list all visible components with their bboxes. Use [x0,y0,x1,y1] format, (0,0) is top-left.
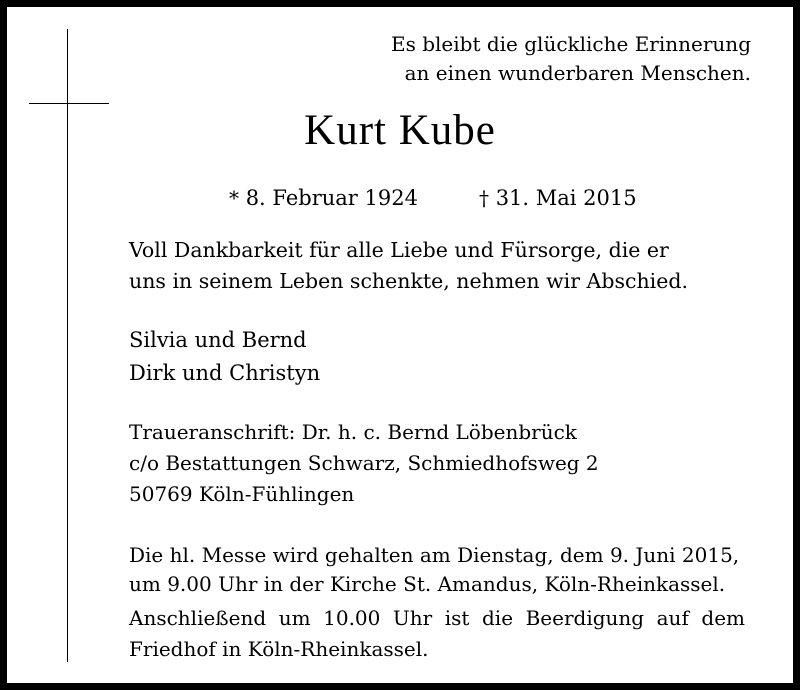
birth-star-icon: * [229,186,239,210]
obituary-card [7,7,793,683]
death-date-text: 31. Mai 2015 [495,186,637,210]
mass-line: Die hl. Messe wird gehalten am Dienstag, dem 9. Juni 2015, [129,543,740,567]
deceased-name: Kurt Kube [304,107,496,154]
address-line: c/o Bestattungen Schwarz, Schmiedhofsweg 2 [129,451,599,475]
address-line: Traueranschrift: Dr. h. c. Bernd Löbenbrück [129,420,577,444]
death-date [479,184,637,212]
thanks-text [129,235,688,297]
birth-date [229,184,418,212]
family-names [129,324,320,390]
quote-line: an einen wunderbaren Menschen. [404,61,751,85]
memorial-quote [391,30,751,88]
address-line: 50769 Köln-Fühlingen [129,482,355,506]
birth-date-text: 8. Februar 1924 [245,186,418,210]
burial-info [129,603,745,665]
mass-line: um 9.00 Uhr in der Kirche St. Amandus, Köln-Rheinkassel. [129,572,726,596]
family-line: Dirk und Christyn [129,361,321,385]
death-dagger-icon: † [479,186,489,210]
burial-line: Anschließend um 10.00 Uhr ist die Beerdigung auf dem [129,606,745,630]
mass-info [129,541,739,599]
family-line: Silvia und Bernd [129,328,307,352]
thanks-line: Voll Dankbarkeit für alle Liebe und Fürsorge, die er [129,238,669,262]
mourning-address [129,417,599,510]
burial-line: Friedhof in Köln-Rheinkassel. [129,637,429,661]
quote-line: Es bleibt die glückliche Erinnerung [391,32,751,56]
thanks-line: uns in seinem Leben schenkte, nehmen wir Abschied. [129,269,689,293]
